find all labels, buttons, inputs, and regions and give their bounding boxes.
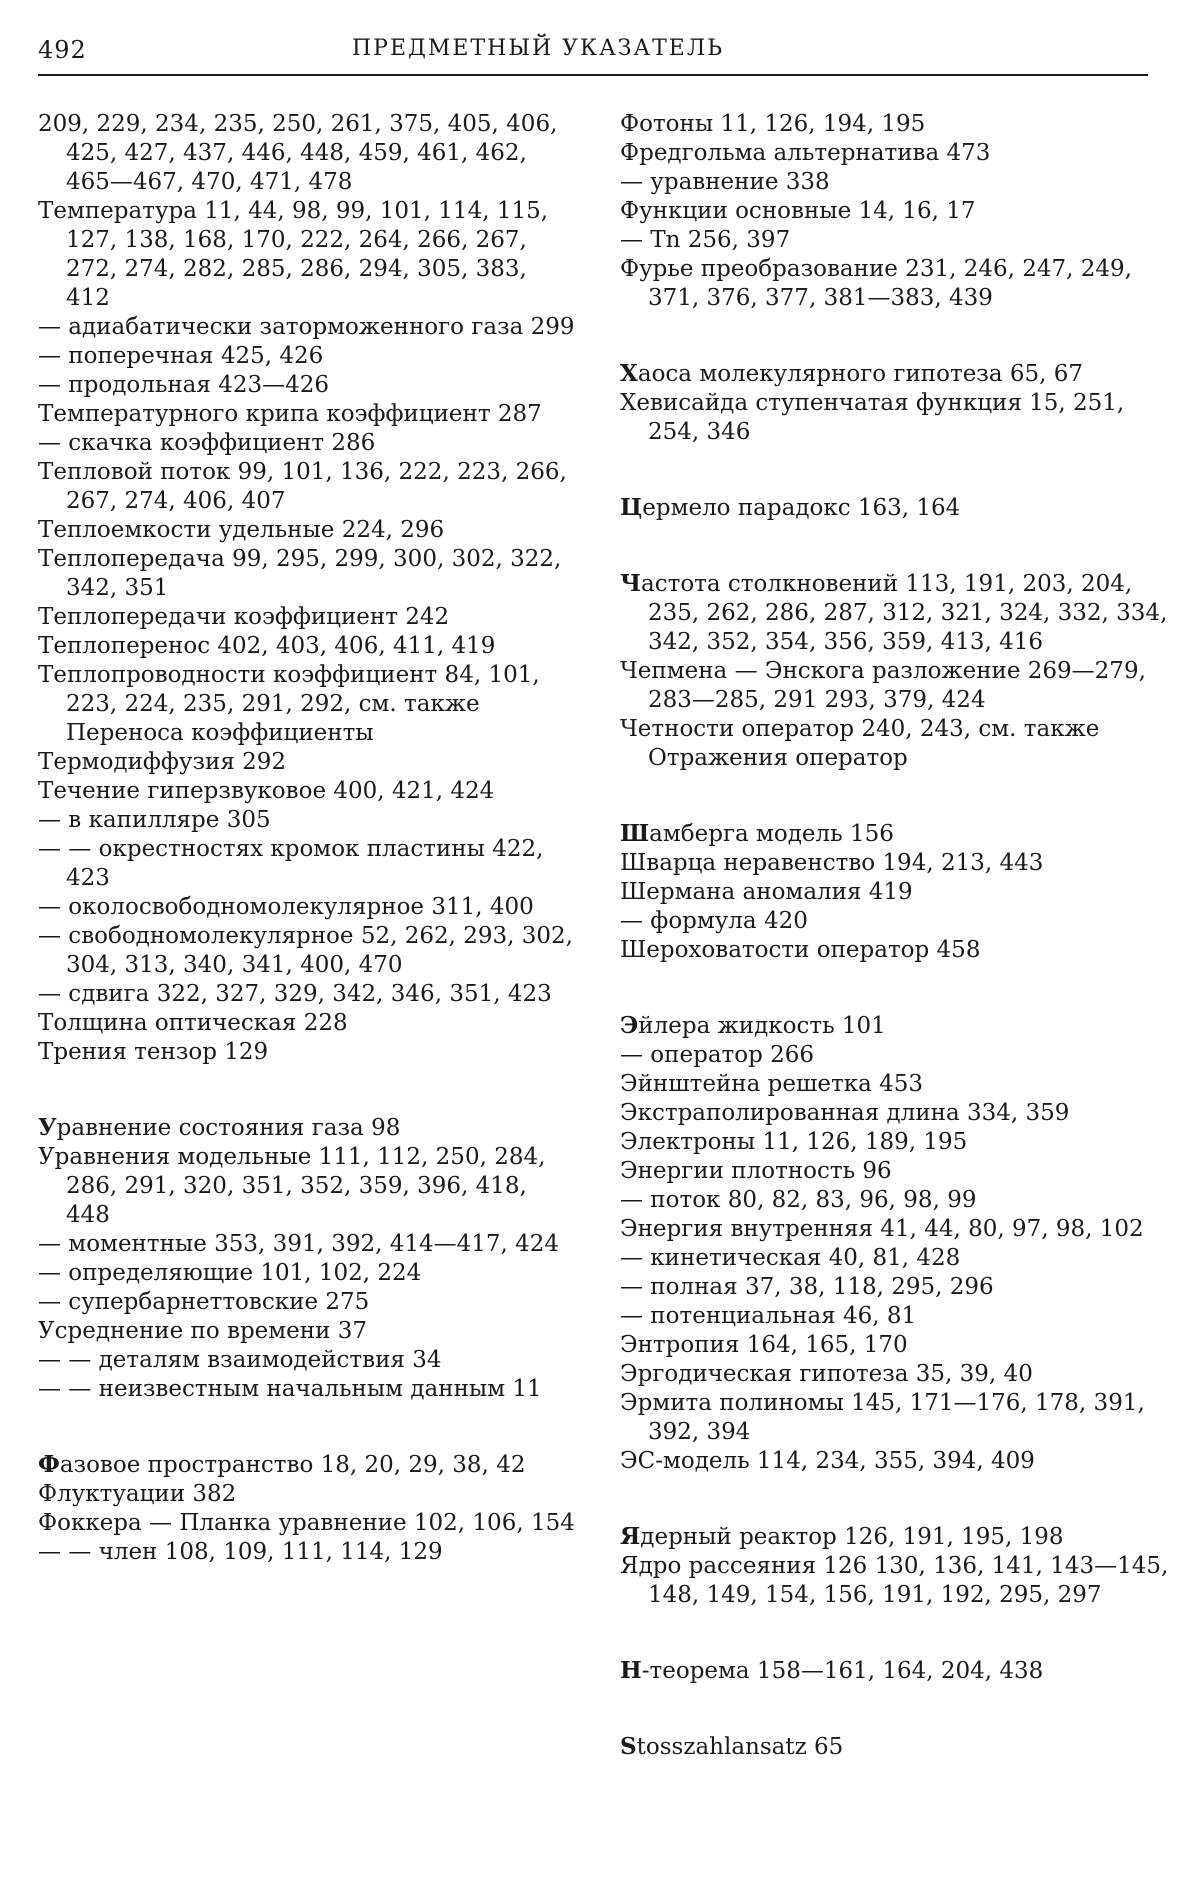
index-entry: — — деталям взаимодействия 34 — [38, 1347, 442, 1373]
index-entry: — полная 37, 38, 118, 295, 296 — [620, 1274, 994, 1300]
index-entry: Уравнения модельные 111, 112, 250, 284, 286, 291, 320, 351, 352, 359, 396, 418, 448 — [38, 1144, 546, 1228]
index-entry: Хевисайда ступенчатая функция 15, 251, 254, 346 — [620, 390, 1125, 445]
index-entry: Фредгольма альтернатива 473 — [620, 140, 991, 166]
index-entry: Ядро рассеяния 126 130, 136, 141, 143—145, 148, 149, 154, 156, 191, 192, 295, 297 — [620, 1553, 1169, 1608]
index-entry: Температура 11, 44, 98, 99, 101, 114, 115, 127, 138, 168, 170, 222, 264, 266, 267, 272, 274, 282, 285, 286, 294, 305, 383, 412 — [38, 198, 549, 311]
index-entry: Фурье преобразование 231, 246, 247, 249, 371, 376, 377, 381—383, 439 — [620, 256, 1132, 311]
index-entry: — оператор 266 — [620, 1042, 815, 1068]
left-index-column — [38, 110, 578, 1567]
index-entry: 209, 229, 234, 235, 250, 261, 375, 405, 406, 425, 427, 437, 446, 448, 459, 461, 462, 465—467, 470, 471, 478 — [38, 111, 558, 195]
index-entry: Фоккера — Планка уравнение 102, 106, 154 — [38, 1510, 575, 1536]
index-group — [38, 1113, 578, 1404]
index-group — [620, 1656, 1180, 1686]
index-entry: Толщина оптическая 228 — [38, 1010, 348, 1036]
index-entry: — определяющие 101, 102, 224 — [38, 1260, 422, 1286]
index-entry: — потенциальная 46, 81 — [620, 1303, 917, 1329]
index-entry: — сдвига 322, 327, 329, 342, 346, 351, 423 — [38, 981, 552, 1007]
index-entry: — формула 420 — [620, 908, 808, 934]
index-entry: Теплоперенос 402, 403, 406, 411, 419 — [38, 633, 496, 659]
index-entry: Уравнение состояния газа 98 — [38, 1114, 401, 1141]
index-entry: H-теорема 158—161, 164, 204, 438 — [620, 1657, 1044, 1684]
index-entry: Функции основные 14, 16, 17 — [620, 198, 976, 224]
index-entry: Энергия внутренняя 41, 44, 80, 97, 98, 102 — [620, 1216, 1144, 1242]
index-entry: Экстраполированная длина 334, 359 — [620, 1100, 1070, 1126]
index-entry: — поперечная 425, 426 — [38, 343, 324, 369]
index-entry: Течение гиперзвуковое 400, 421, 424 — [38, 778, 495, 804]
index-entry: Усреднение по времени 37 — [38, 1318, 368, 1344]
index-entry: — — неизвестным начальным данным 11 — [38, 1376, 542, 1402]
index-entry: — скачка коэффициент 286 — [38, 430, 376, 456]
index-entry: Stosszahlansatz 65 — [620, 1733, 844, 1760]
index-entry: — супербарнеттовские 275 — [38, 1289, 370, 1315]
index-entry: Энтропия 164, 165, 170 — [620, 1332, 908, 1358]
index-group — [620, 359, 1180, 447]
index-entry: — моментные 353, 391, 392, 414—417, 424 — [38, 1231, 560, 1257]
index-entry: Цермело парадокс 163, 164 — [620, 494, 961, 521]
index-entry: — уравнение 338 — [620, 169, 830, 195]
running-title: ПРЕДМЕТНЫЙ УКАЗАТЕЛЬ — [351, 36, 725, 61]
index-entry: Шероховатости оператор 458 — [620, 937, 981, 963]
right-index-column — [620, 110, 1180, 1762]
index-group — [620, 110, 1180, 313]
index-entry: Чепмена — Энскога разложение 269—279, 283—285, 291 293, 379, 424 — [620, 658, 1146, 713]
index-entry: — околосвободномолекулярное 311, 400 — [38, 894, 534, 920]
page-number: 492 — [38, 36, 87, 64]
index-entry: Трения тензор 129 — [38, 1039, 269, 1065]
index-entry: Эйлера жидкость 101 — [620, 1012, 886, 1039]
index-entry: — продольная 423—426 — [38, 372, 330, 398]
index-entry: Фотоны 11, 126, 194, 195 — [620, 111, 926, 137]
index-entry: Теплоемкости удельные 224, 296 — [38, 517, 445, 543]
index-entry: — адиабатически заторможенного газа 299 — [38, 314, 575, 340]
index-entry: Теплопередачи коэффициент 242 — [38, 604, 450, 630]
index-group — [38, 1450, 578, 1567]
index-entry: ЭС-модель 114, 234, 355, 394, 409 — [620, 1448, 1035, 1474]
index-entry: — кинетическая 40, 81, 428 — [620, 1245, 961, 1271]
index-entry: Шамберга модель 156 — [620, 820, 894, 847]
index-group — [620, 1732, 1180, 1762]
index-entry: Шермана аномалия 419 — [620, 879, 913, 905]
index-entry: — в капилляре 305 — [38, 807, 271, 833]
index-entry: Энергии плотность 96 — [620, 1158, 892, 1184]
index-entry: Эйнштейна решетка 453 — [620, 1071, 924, 1097]
index-group — [620, 819, 1180, 965]
index-entry: Частота столкновений 113, 191, 203, 204, 235, 262, 286, 287, 312, 321, 324, 332, 334, 342, 352, 354, 356, 359, 413, 416 — [620, 570, 1168, 655]
index-entry: Теплопроводности коэффициент 84, 101, 223, 224, 235, 291, 292, см. также Переноса коэффициенты — [38, 662, 540, 746]
index-entry: Флуктуации 382 — [38, 1481, 237, 1507]
index-entry: Тепловой поток 99, 101, 136, 222, 223, 266, 267, 274, 406, 407 — [38, 459, 567, 514]
header-rule — [38, 74, 1148, 76]
index-entry: Четности оператор 240, 243, см. также Отражения оператор — [620, 716, 1100, 771]
index-entry: Теплопередача 99, 295, 299, 300, 302, 322, 342, 351 — [38, 546, 562, 601]
index-entry: — Tn 256, 397 — [620, 227, 791, 253]
page-header — [38, 36, 1148, 80]
index-group — [620, 1522, 1180, 1610]
index-group — [38, 110, 578, 1067]
index-entry: — свободномолекулярное 52, 262, 293, 302, 304, 313, 340, 341, 400, 470 — [38, 923, 573, 978]
index-entry: Температурного крипа коэффициент 287 — [38, 401, 542, 427]
index-entry: — поток 80, 82, 83, 96, 98, 99 — [620, 1187, 977, 1213]
index-group — [620, 569, 1180, 773]
index-entry: Эрмита полиномы 145, 171—176, 178, 391, 392, 394 — [620, 1390, 1145, 1445]
index-entry: Ядерный реактор 126, 191, 195, 198 — [620, 1523, 1064, 1550]
index-entry: — — окрестностях кромок пластины 422, 423 — [38, 836, 544, 891]
index-group — [620, 1011, 1180, 1476]
index-entry: Фазовое пространство 18, 20, 29, 38, 42 — [38, 1451, 526, 1478]
index-entry: Термодиффузия 292 — [38, 749, 287, 775]
index-entry: — — член 108, 109, 111, 114, 129 — [38, 1539, 443, 1565]
index-group — [620, 493, 1180, 523]
index-entry: Шварца неравенство 194, 213, 443 — [620, 850, 1044, 876]
index-entry: Электроны 11, 126, 189, 195 — [620, 1129, 968, 1155]
index-entry: Хаоса молекулярного гипотеза 65, 67 — [620, 360, 1084, 387]
index-entry: Эргодическая гипотеза 35, 39, 40 — [620, 1361, 1033, 1387]
